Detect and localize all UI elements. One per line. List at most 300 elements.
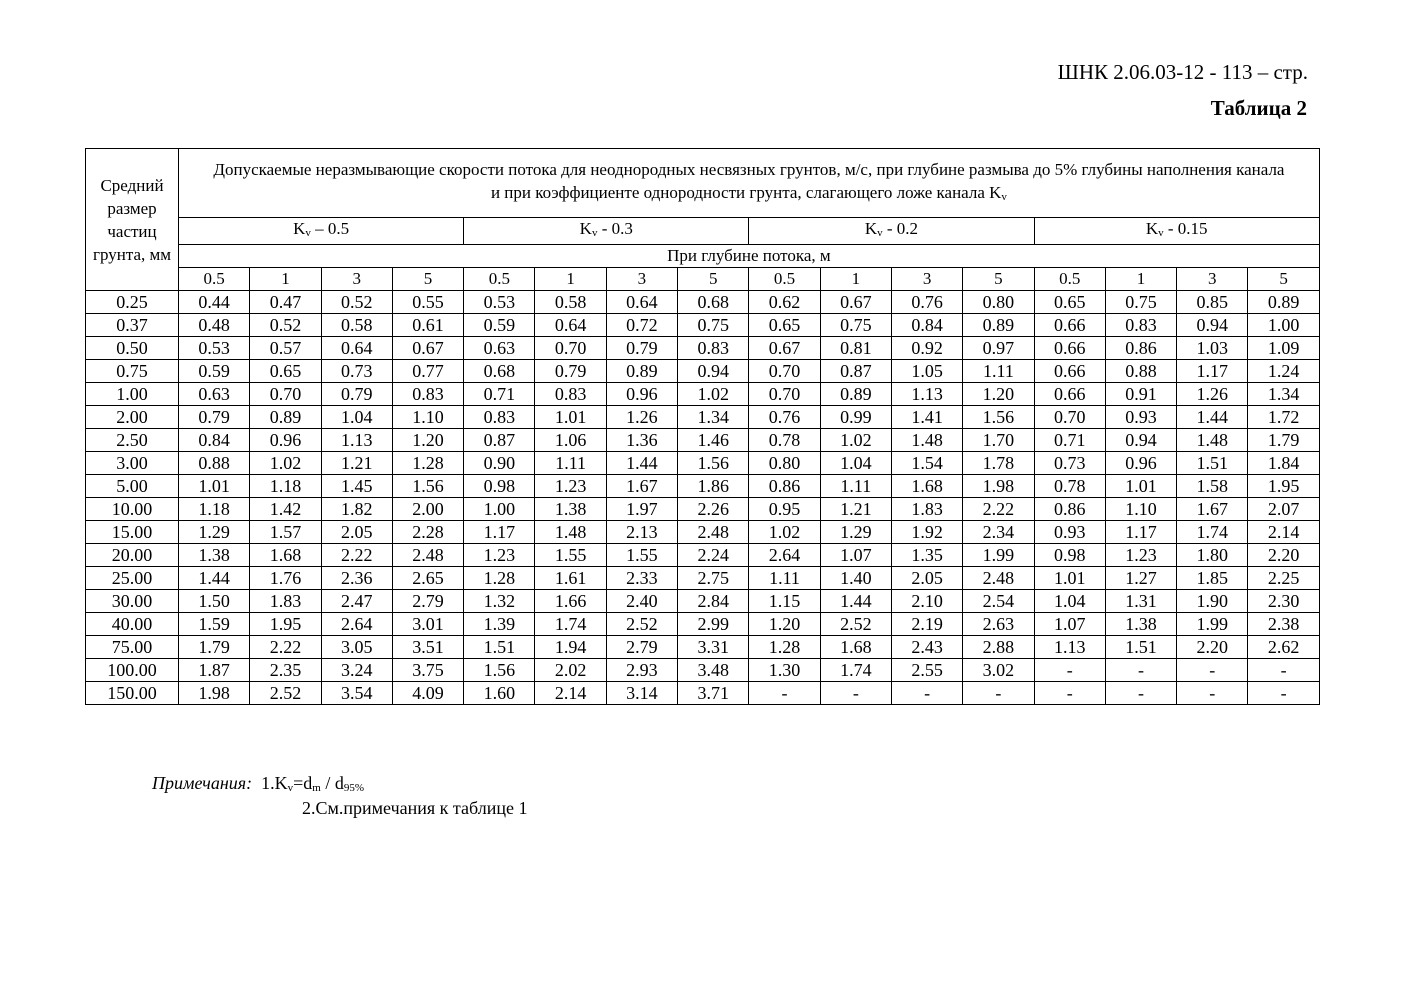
velocity-cell: 0.59	[464, 314, 535, 337]
velocity-cell: 1.95	[1248, 475, 1319, 498]
particle-size-cell: 0.75	[86, 360, 179, 383]
particle-size-cell: 100.00	[86, 659, 179, 682]
velocity-cell: 1.79	[1248, 429, 1319, 452]
velocity-cell: 1.13	[1034, 636, 1105, 659]
note-1	[261, 773, 364, 793]
velocity-cell: 1.78	[963, 452, 1034, 475]
velocity-cell: 0.58	[321, 314, 392, 337]
depth-header: При глубине потока, м	[179, 245, 1320, 268]
velocity-cell: 2.35	[250, 659, 321, 682]
velocity-cell: 0.57	[250, 337, 321, 360]
velocity-cell: 1.13	[891, 383, 962, 406]
velocity-cell: 1.26	[1177, 383, 1248, 406]
velocity-cell: 1.90	[1177, 590, 1248, 613]
velocity-cell: 2.07	[1248, 498, 1319, 521]
velocity-cell: 1.28	[749, 636, 820, 659]
velocity-cell: 0.70	[250, 383, 321, 406]
velocity-cell: 1.26	[606, 406, 677, 429]
particle-size-cell: 25.00	[86, 567, 179, 590]
table-row	[86, 613, 1320, 636]
table-row	[86, 337, 1320, 360]
velocity-cell: 1.23	[1105, 544, 1176, 567]
particle-size-cell: 0.37	[86, 314, 179, 337]
velocity-cell: 0.64	[606, 291, 677, 314]
table-row	[86, 590, 1320, 613]
main-header-line2-sub: v	[1001, 190, 1007, 203]
velocity-cell: 2.20	[1177, 636, 1248, 659]
velocity-cell: 1.15	[749, 590, 820, 613]
velocity-cell: -	[1177, 682, 1248, 705]
velocity-cell: 0.71	[1034, 429, 1105, 452]
velocity-cell: 0.86	[749, 475, 820, 498]
table-row	[86, 314, 1320, 337]
particle-size-cell: 15.00	[86, 521, 179, 544]
velocity-cell: 0.89	[250, 406, 321, 429]
velocity-cell: 1.42	[250, 498, 321, 521]
velocity-cell: 1.28	[392, 452, 463, 475]
velocity-cell: 1.09	[1248, 337, 1319, 360]
velocity-cell: 3.05	[321, 636, 392, 659]
velocity-cell: 0.89	[606, 360, 677, 383]
velocity-cell: 2.25	[1248, 567, 1319, 590]
table-row	[86, 567, 1320, 590]
kv-group-k: K	[1145, 219, 1159, 238]
velocity-cell: -	[963, 682, 1034, 705]
velocity-cell: 1.11	[749, 567, 820, 590]
velocity-cell: 1.66	[535, 590, 606, 613]
kv-group-k: K	[293, 219, 306, 238]
kv-group-rest: – 0.5	[310, 219, 350, 238]
velocity-cell: 2.22	[963, 498, 1034, 521]
velocity-cell: 0.58	[535, 291, 606, 314]
table-body	[86, 291, 1320, 705]
velocity-cell: 1.98	[179, 682, 250, 705]
velocity-cell: 1.57	[250, 521, 321, 544]
velocity-cell: 1.44	[179, 567, 250, 590]
velocity-cell: 1.99	[963, 544, 1034, 567]
velocity-cell: 2.48	[678, 521, 749, 544]
depth-cell: 0.5	[179, 268, 250, 291]
velocity-cell: 1.38	[1105, 613, 1176, 636]
velocity-cell: 1.34	[1248, 383, 1319, 406]
velocity-cell: 1.46	[678, 429, 749, 452]
velocity-cell: 1.44	[1177, 406, 1248, 429]
velocity-cell: 1.32	[464, 590, 535, 613]
velocity-cell: 1.82	[321, 498, 392, 521]
velocity-cell: 1.56	[392, 475, 463, 498]
velocity-cell: 2.38	[1248, 613, 1319, 636]
velocity-cell: 0.44	[179, 291, 250, 314]
velocity-cell: 1.21	[321, 452, 392, 475]
velocity-cell: 0.53	[464, 291, 535, 314]
velocity-cell: 0.67	[749, 337, 820, 360]
velocity-cell: 1.29	[179, 521, 250, 544]
velocity-cell: 2.19	[891, 613, 962, 636]
velocity-cell: 1.68	[250, 544, 321, 567]
depth-cell: 3	[1177, 268, 1248, 291]
velocity-cell: 1.21	[820, 498, 891, 521]
velocity-cell: 0.66	[1034, 337, 1105, 360]
kv-group-header	[1034, 218, 1319, 245]
velocity-cell: 0.79	[535, 360, 606, 383]
velocity-cell: 1.67	[1177, 498, 1248, 521]
velocity-cell: 0.48	[179, 314, 250, 337]
velocity-cell: 0.84	[179, 429, 250, 452]
velocity-cell: 1.92	[891, 521, 962, 544]
kv-group-header	[464, 218, 749, 245]
velocity-cell: 1.41	[891, 406, 962, 429]
velocity-cell: -	[1248, 659, 1319, 682]
velocity-cell: -	[749, 682, 820, 705]
notes-label: Примечания:	[152, 773, 253, 793]
velocity-cell: 0.70	[749, 360, 820, 383]
kv-group-sub: v	[591, 227, 598, 239]
velocity-cell: 1.13	[321, 429, 392, 452]
velocity-cell: 0.65	[250, 360, 321, 383]
velocity-cell: 3.31	[678, 636, 749, 659]
velocity-cell: 1.50	[179, 590, 250, 613]
velocity-cell: 0.47	[250, 291, 321, 314]
velocity-cell: 0.89	[820, 383, 891, 406]
kv-group-k: K	[579, 219, 592, 238]
velocity-cell: 1.23	[464, 544, 535, 567]
velocity-cell: 3.14	[606, 682, 677, 705]
velocity-cell: 0.88	[1105, 360, 1176, 383]
velocity-cell: 1.17	[464, 521, 535, 544]
velocity-cell: 2.13	[606, 521, 677, 544]
note-1-sub-m: m	[312, 782, 321, 794]
velocity-cell: 2.24	[678, 544, 749, 567]
velocity-cell: 0.96	[1105, 452, 1176, 475]
particle-size-cell: 2.00	[86, 406, 179, 429]
velocity-cell: 1.07	[1034, 613, 1105, 636]
velocity-cell: 0.99	[820, 406, 891, 429]
velocity-cell: 3.75	[392, 659, 463, 682]
depth-values-row	[86, 268, 1320, 291]
velocity-cell: 1.95	[250, 613, 321, 636]
depth-cell: 1	[535, 268, 606, 291]
kv-group-header	[749, 218, 1034, 245]
velocity-cell: 3.24	[321, 659, 392, 682]
note-1-part-b: =d	[293, 773, 313, 793]
table-row	[86, 521, 1320, 544]
velocity-cell: 1.80	[1177, 544, 1248, 567]
velocity-cell: 0.83	[392, 383, 463, 406]
kv-group-rest: - 0.3	[597, 219, 633, 238]
velocity-cell: 1.10	[1105, 498, 1176, 521]
velocity-cell: 1.74	[535, 613, 606, 636]
velocity-cell: 1.56	[678, 452, 749, 475]
velocity-cell: 1.18	[250, 475, 321, 498]
velocity-cell: 2.88	[963, 636, 1034, 659]
velocity-cell: 1.20	[392, 429, 463, 452]
depth-cell: 5	[392, 268, 463, 291]
particle-size-header: Средний размер частиц грунта, мм	[86, 149, 179, 291]
velocity-cell: 0.71	[464, 383, 535, 406]
velocity-cell: 1.45	[321, 475, 392, 498]
velocity-cell: 0.64	[535, 314, 606, 337]
velocity-cell: 1.79	[179, 636, 250, 659]
depth-cell: 3	[606, 268, 677, 291]
velocity-cell: 0.80	[749, 452, 820, 475]
velocity-cell: 0.79	[179, 406, 250, 429]
velocity-cell: 2.99	[678, 613, 749, 636]
velocity-cell: 1.68	[820, 636, 891, 659]
velocity-cell: 1.17	[1105, 521, 1176, 544]
table-row	[86, 291, 1320, 314]
velocity-cell: 1.07	[820, 544, 891, 567]
velocity-cell: 0.98	[1034, 544, 1105, 567]
velocity-cell: 0.65	[749, 314, 820, 337]
velocity-cell: 1.24	[1248, 360, 1319, 383]
velocity-cell: 3.01	[392, 613, 463, 636]
velocity-cell: 0.81	[820, 337, 891, 360]
velocity-cell: 0.76	[749, 406, 820, 429]
velocity-cell: 1.30	[749, 659, 820, 682]
velocity-cell: 0.72	[606, 314, 677, 337]
velocity-cell: 2.55	[891, 659, 962, 682]
depth-cell: 3	[891, 268, 962, 291]
velocity-cell: 1.28	[464, 567, 535, 590]
velocity-cell: 2.34	[963, 521, 1034, 544]
velocity-cell: 3.48	[678, 659, 749, 682]
velocity-cell: 2.22	[321, 544, 392, 567]
velocity-cell: 0.90	[464, 452, 535, 475]
velocity-cell: 1.40	[820, 567, 891, 590]
velocity-cell: 1.23	[535, 475, 606, 498]
velocity-cell: 2.79	[392, 590, 463, 613]
velocity-cell: 0.75	[678, 314, 749, 337]
velocity-cell: 1.01	[179, 475, 250, 498]
kv-group-header	[179, 218, 464, 245]
velocity-cell: 1.01	[1105, 475, 1176, 498]
velocity-cell: 0.94	[1177, 314, 1248, 337]
particle-size-cell: 5.00	[86, 475, 179, 498]
velocity-cell: 0.83	[464, 406, 535, 429]
velocity-cell: 0.62	[749, 291, 820, 314]
velocity-cell: 2.10	[891, 590, 962, 613]
table-row	[86, 659, 1320, 682]
velocity-cell: 2.54	[963, 590, 1034, 613]
velocity-cell: 2.75	[678, 567, 749, 590]
velocity-cell: 1.99	[1177, 613, 1248, 636]
velocity-cell: 0.70	[1034, 406, 1105, 429]
velocity-cell: 0.53	[179, 337, 250, 360]
velocity-cell: 0.77	[392, 360, 463, 383]
velocity-cell: -	[1034, 682, 1105, 705]
velocity-cell: 0.96	[606, 383, 677, 406]
velocity-cell: -	[1105, 659, 1176, 682]
velocity-cell: 1.04	[321, 406, 392, 429]
particle-size-cell: 30.00	[86, 590, 179, 613]
velocity-cell: 0.63	[464, 337, 535, 360]
velocity-cell: 2.64	[749, 544, 820, 567]
velocity-cell: 1.44	[606, 452, 677, 475]
velocity-cell: 2.84	[678, 590, 749, 613]
table-row	[86, 682, 1320, 705]
velocity-cell: 2.47	[321, 590, 392, 613]
velocity-cell: 0.70	[535, 337, 606, 360]
table-row	[86, 383, 1320, 406]
velocity-cell: 0.75	[820, 314, 891, 337]
particle-size-cell: 3.00	[86, 452, 179, 475]
velocity-cell: 1.61	[535, 567, 606, 590]
velocity-cell: 0.89	[1248, 291, 1319, 314]
velocity-cell: 1.68	[891, 475, 962, 498]
depth-header-row	[86, 245, 1320, 268]
velocity-cell: 0.83	[535, 383, 606, 406]
velocity-cell: 1.55	[535, 544, 606, 567]
velocity-cell: 1.11	[535, 452, 606, 475]
velocity-cell: 1.94	[535, 636, 606, 659]
velocity-cell: 1.67	[606, 475, 677, 498]
velocity-cell: 1.55	[606, 544, 677, 567]
velocity-cell: -	[891, 682, 962, 705]
velocity-cell: 1.84	[1248, 452, 1319, 475]
velocity-cell: 2.43	[891, 636, 962, 659]
velocity-cell: 0.87	[820, 360, 891, 383]
velocity-cell: 0.61	[392, 314, 463, 337]
velocity-cell: 1.02	[678, 383, 749, 406]
velocity-cell: 0.73	[321, 360, 392, 383]
velocity-cell: 1.05	[891, 360, 962, 383]
velocity-cell: 0.97	[963, 337, 1034, 360]
velocity-cell: 0.85	[1177, 291, 1248, 314]
kv-group-rest: - 0.2	[882, 219, 919, 238]
velocity-cell: 1.01	[1034, 567, 1105, 590]
kv-group-sub: v	[1158, 227, 1164, 239]
velocity-cell: 1.11	[820, 475, 891, 498]
velocity-cell: 1.48	[891, 429, 962, 452]
velocity-cell: 0.83	[1105, 314, 1176, 337]
velocity-cell: 1.10	[392, 406, 463, 429]
depth-cell: 0.5	[749, 268, 820, 291]
velocity-cell: 0.96	[250, 429, 321, 452]
velocity-cell: 0.83	[678, 337, 749, 360]
velocity-cell: 0.65	[1034, 291, 1105, 314]
velocity-cell: 0.52	[321, 291, 392, 314]
velocity-cell: 2.22	[250, 636, 321, 659]
depth-cell: 0.5	[1034, 268, 1105, 291]
velocity-cell: 1.38	[179, 544, 250, 567]
particle-size-cell: 20.00	[86, 544, 179, 567]
velocity-cell: 2.64	[321, 613, 392, 636]
velocity-cell: 2.48	[392, 544, 463, 567]
particle-size-cell: 75.00	[86, 636, 179, 659]
note-1-sub-95: 95%	[343, 782, 365, 794]
velocity-cell: 1.04	[1034, 590, 1105, 613]
velocity-cell: 1.83	[891, 498, 962, 521]
velocity-cell: 2.33	[606, 567, 677, 590]
particle-size-cell: 0.25	[86, 291, 179, 314]
velocity-cell: 0.76	[891, 291, 962, 314]
kv-group-k: K	[864, 219, 878, 238]
velocity-cell: 1.11	[963, 360, 1034, 383]
velocity-cell: 1.60	[464, 682, 535, 705]
velocity-cell: 1.01	[535, 406, 606, 429]
velocity-cell: 0.79	[321, 383, 392, 406]
particle-size-cell: 150.00	[86, 682, 179, 705]
velocity-cell: 2.52	[606, 613, 677, 636]
velocity-cell: 1.74	[1177, 521, 1248, 544]
velocity-cell: 0.68	[678, 291, 749, 314]
velocity-cell: 1.98	[963, 475, 1034, 498]
table-row	[86, 636, 1320, 659]
velocity-cell: 0.93	[1105, 406, 1176, 429]
velocity-cell: 0.93	[1034, 521, 1105, 544]
velocity-cell: 2.14	[535, 682, 606, 705]
velocity-cell: 0.94	[1105, 429, 1176, 452]
velocity-cell: 0.91	[1105, 383, 1176, 406]
velocity-cell: 2.20	[1248, 544, 1319, 567]
velocity-cell: 0.94	[678, 360, 749, 383]
velocity-cell: -	[1248, 682, 1319, 705]
velocity-cell: 0.95	[749, 498, 820, 521]
velocity-cell: 0.63	[179, 383, 250, 406]
velocity-cell: 4.09	[392, 682, 463, 705]
note-2: 2.См.примечания к таблице 1	[302, 798, 528, 818]
velocity-cell: 1.02	[250, 452, 321, 475]
depth-cell: 1	[820, 268, 891, 291]
velocity-cell: 1.29	[820, 521, 891, 544]
velocity-cell: 0.67	[392, 337, 463, 360]
velocity-cell: 1.20	[749, 613, 820, 636]
velocity-cell: 2.62	[1248, 636, 1319, 659]
table-row	[86, 452, 1320, 475]
velocity-cell: 1.36	[606, 429, 677, 452]
velocity-cell: 0.67	[820, 291, 891, 314]
velocity-cell: 0.88	[179, 452, 250, 475]
kv-group-sub: v	[877, 227, 883, 239]
velocity-cell: 2.14	[1248, 521, 1319, 544]
velocity-cell: 1.48	[1177, 429, 1248, 452]
velocity-cell: 0.75	[1105, 291, 1176, 314]
velocity-cell: 1.76	[250, 567, 321, 590]
velocity-cell: 2.36	[321, 567, 392, 590]
velocity-cell: 1.02	[820, 429, 891, 452]
velocity-cell: 1.00	[1248, 314, 1319, 337]
velocity-cell: 1.85	[1177, 567, 1248, 590]
velocity-cell: 1.87	[179, 659, 250, 682]
main-header-line2-text: и при коэффициенте однородности грунта, слагающего ложе канала K	[490, 182, 1002, 202]
velocity-cell: 1.06	[535, 429, 606, 452]
note-1-part-c: / d	[320, 773, 344, 793]
depth-cell: 0.5	[464, 268, 535, 291]
velocity-cell: 1.54	[891, 452, 962, 475]
velocity-cell: 1.03	[1177, 337, 1248, 360]
velocity-cell: 1.35	[891, 544, 962, 567]
velocity-cell: 0.78	[1034, 475, 1105, 498]
velocity-cell: 2.30	[1248, 590, 1319, 613]
table-row	[86, 498, 1320, 521]
velocity-cell: 1.04	[820, 452, 891, 475]
velocity-cell: 0.84	[891, 314, 962, 337]
velocity-cell: 1.38	[535, 498, 606, 521]
velocity-cell: 1.51	[1105, 636, 1176, 659]
velocity-cell: 0.78	[749, 429, 820, 452]
velocity-cell: 1.51	[1177, 452, 1248, 475]
velocity-cell: 1.44	[820, 590, 891, 613]
velocity-cell: 1.70	[963, 429, 1034, 452]
velocity-cell: 0.92	[891, 337, 962, 360]
velocity-cell: 1.72	[1248, 406, 1319, 429]
velocity-cell: 1.27	[1105, 567, 1176, 590]
velocity-cell: 0.80	[963, 291, 1034, 314]
depth-cell: 1	[250, 268, 321, 291]
velocity-cell: 2.65	[392, 567, 463, 590]
velocity-cell: 1.18	[179, 498, 250, 521]
velocity-cell: 3.51	[392, 636, 463, 659]
